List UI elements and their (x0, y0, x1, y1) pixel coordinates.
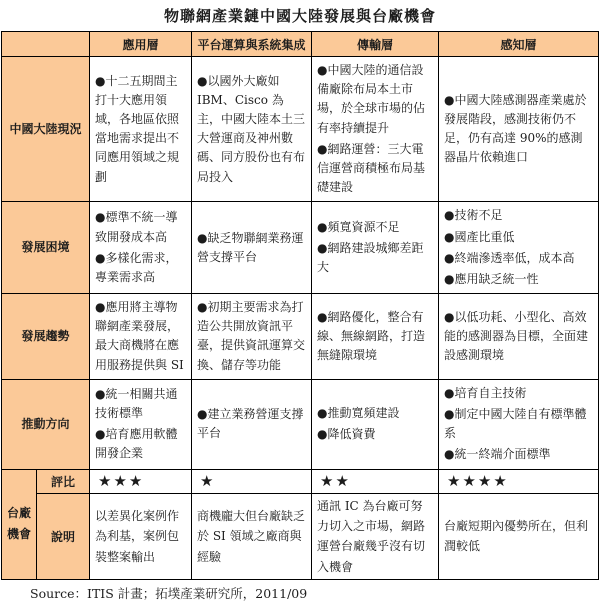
bullet-item: ●統一終端介面標準 (444, 447, 551, 462)
bullet-item: ●缺乏物聯網業務運營支撐平台 (197, 230, 304, 264)
row-development-trends (2, 294, 599, 380)
cell-trends-app (90, 294, 192, 380)
cell-status-platform (192, 57, 312, 202)
cell-challenges-app (90, 202, 192, 294)
col-header-platform-integration: 平台運算與系統集成 (192, 32, 312, 57)
rating-cell-transmission: ★★ (312, 469, 439, 493)
bullet-item: ●終端滲透率低，成本高 (444, 250, 575, 265)
cell-challenges-sensing (439, 202, 599, 294)
bullet-item: ●國產比重低 (444, 229, 515, 244)
row-taiwan-rating (2, 469, 599, 493)
bullet-item: ●推動寬頻建設 (317, 406, 400, 420)
bullet-item: ●中國大陸的通信設備廠除布局本土市場，於全球市場的佔有率持續提升 (317, 63, 426, 135)
bullet-item: ●培育自主技術 (444, 385, 527, 400)
cell-directions-transmission (312, 379, 439, 469)
bullet-item: ●應用缺乏統一性 (444, 271, 539, 286)
cell-directions-platform (192, 379, 312, 469)
corner-cell (2, 32, 90, 57)
bullet-item: ●培育應用軟體開發企業 (95, 427, 178, 461)
desc-cell-app: 以差異化案例作為利基，案例包裝整案輸出 (90, 493, 192, 580)
row-label-china-status: 中國大陸現況 (2, 57, 90, 202)
cell-directions-sensing (439, 379, 599, 469)
row-label-directions: 推動方向 (2, 379, 90, 469)
rating-cell-app: ★★★ (90, 469, 192, 493)
cell-directions-app (90, 379, 192, 469)
cell-challenges-platform (192, 202, 312, 294)
bullet-item: ●標準不統一導致開發成本高 (95, 210, 178, 244)
row-taiwan-description (2, 493, 599, 580)
cell-trends-sensing (439, 294, 599, 380)
cell-trends-platform (192, 294, 312, 380)
bullet-item: ●技術不足 (444, 208, 503, 223)
rating-row-label: 評比 (37, 469, 90, 493)
cell-trends-transmission (312, 294, 439, 380)
bullet-item: ●統一相關共通技術標準 (95, 386, 178, 420)
col-header-transmission-layer: 傳輸層 (312, 32, 439, 57)
bullet-item: ●多樣化需求，專業需求高 (95, 250, 178, 284)
desc-cell-platform: 商機龐大但台廠缺乏於 SI 領域之廠商與經驗 (192, 493, 312, 580)
row-label-challenges: 發展困境 (2, 202, 90, 294)
header-row (2, 32, 599, 57)
bullet-item: ●網路建設城鄉差距大 (317, 241, 424, 275)
row-promotion-directions (2, 379, 599, 469)
page-title: 物聯網產業鏈中國大陸發展與台廠機會 (163, 7, 436, 25)
cell-status-app (90, 57, 192, 202)
bullet-item: ●以國外大廠如 IBM、Cisco 為主，中國大陸本土三大營運商及神州數碼、同方股份也有布局投入 (197, 73, 306, 184)
cell-status-transmission (312, 57, 439, 202)
bullet-item: ●頻寬資源不足 (317, 219, 400, 234)
bullet-item: ●建立業務營運支撐平台 (197, 407, 304, 441)
bullet-item: ●網路優化，整合有線、無線網路，打造無縫隙環境 (317, 309, 426, 363)
desc-cell-sensing: 台廠短期內優勢所在，但利潤較低 (439, 493, 599, 580)
col-header-application-layer: 應用層 (90, 32, 192, 57)
bullet-item: ●應用將主導物聯網產業發展，最大商機將在應用服務提供與 SI (95, 300, 184, 372)
cell-status-sensing (439, 57, 599, 202)
bullet-item: ●網路運營：三大電信運營商積極布局基礎建設 (317, 141, 426, 195)
iot-comparison-table (1, 31, 599, 580)
bullet-item: ●初期主要需求為打造公共開放資訊平臺，提供資訊運算交換、儲存等功能 (197, 300, 306, 372)
taiwan-opportunity-group-label: 台廠機會 (2, 469, 37, 580)
source-note: Source：ITIS 計畫；拓墣產業研究所，2011/09 (30, 586, 308, 602)
rating-cell-sensing: ★★★★ (439, 469, 599, 493)
row-development-challenges (2, 202, 599, 294)
rating-cell-platform: ★ (192, 469, 312, 493)
bullet-item: ●降低資費 (317, 427, 376, 442)
row-label-trends: 發展趨勢 (2, 294, 90, 380)
bullet-item: ●中國大陸感測器產業處於發展階段，感測技術仍不足，仍有高達 90%的感測器晶片依賴進口 (444, 92, 587, 165)
bullet-item: ●以低功耗、小型化、高效能的感測器為目標，全面建設感測環境 (444, 309, 589, 363)
desc-cell-transmission: 通訊 IC 為台廠可努力切入之市場，網路運營台廠幾乎沒有切入機會 (312, 493, 439, 580)
description-row-label: 說明 (37, 493, 90, 580)
bullet-item: ●十二五期間主打十大應用領域，各地區依照當地需求提出不同應用領域之規劃 (95, 73, 180, 184)
col-header-sensing-layer: 感知層 (439, 32, 599, 57)
row-china-status (2, 57, 599, 202)
cell-challenges-transmission (312, 202, 439, 294)
bullet-item: ●制定中國大陸自有標準體系 (444, 407, 587, 441)
